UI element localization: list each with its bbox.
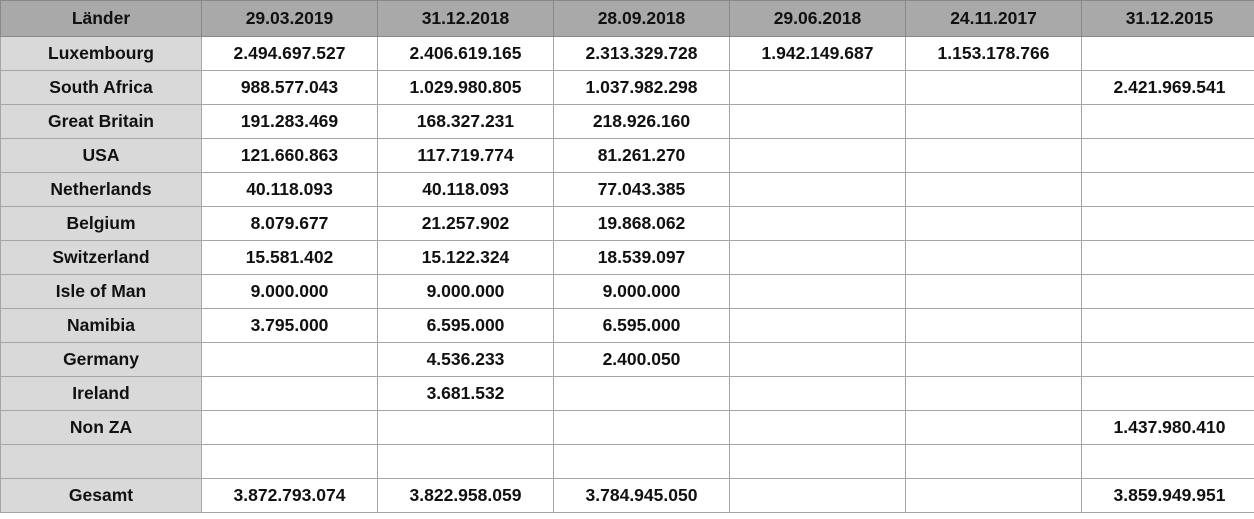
value-cell xyxy=(730,445,906,479)
value-cell xyxy=(906,377,1082,411)
value-cell xyxy=(1082,343,1254,377)
value-cell xyxy=(1082,275,1254,309)
value-cell xyxy=(1082,37,1254,71)
value-cell: 4.536.233 xyxy=(378,343,554,377)
value-cell xyxy=(730,173,906,207)
value-cell xyxy=(906,139,1082,173)
country-cell xyxy=(1,445,202,479)
value-cell: 8.079.677 xyxy=(202,207,378,241)
value-cell: 15.122.324 xyxy=(378,241,554,275)
value-cell xyxy=(378,445,554,479)
value-cell: 15.581.402 xyxy=(202,241,378,275)
value-cell: 168.327.231 xyxy=(378,105,554,139)
header-date: 31.12.2015 xyxy=(1082,1,1254,37)
value-cell xyxy=(202,445,378,479)
value-cell: 3.795.000 xyxy=(202,309,378,343)
value-cell: 1.942.149.687 xyxy=(730,37,906,71)
value-cell xyxy=(906,309,1082,343)
value-cell: 19.868.062 xyxy=(554,207,730,241)
value-cell: 6.595.000 xyxy=(554,309,730,343)
value-cell: 2.406.619.165 xyxy=(378,37,554,71)
value-cell: 121.660.863 xyxy=(202,139,378,173)
value-cell: 1.029.980.805 xyxy=(378,71,554,105)
value-cell xyxy=(906,241,1082,275)
country-cell: South Africa xyxy=(1,71,202,105)
value-cell xyxy=(906,343,1082,377)
table-row xyxy=(1,445,1254,479)
value-cell: 81.261.270 xyxy=(554,139,730,173)
total-row xyxy=(1,479,1254,513)
value-cell xyxy=(906,207,1082,241)
value-cell: 9.000.000 xyxy=(202,275,378,309)
table-row xyxy=(1,71,1254,105)
value-cell: 3.784.945.050 xyxy=(554,479,730,513)
country-cell: Ireland xyxy=(1,377,202,411)
value-cell: 2.400.050 xyxy=(554,343,730,377)
value-cell xyxy=(730,275,906,309)
header-date: 29.03.2019 xyxy=(202,1,378,37)
table-row xyxy=(1,377,1254,411)
value-cell xyxy=(730,139,906,173)
value-cell xyxy=(1082,105,1254,139)
table-row xyxy=(1,275,1254,309)
header-country: Länder xyxy=(1,1,202,37)
value-cell: 18.539.097 xyxy=(554,241,730,275)
header-date: 24.11.2017 xyxy=(906,1,1082,37)
value-cell xyxy=(1082,309,1254,343)
country-cell: Great Britain xyxy=(1,105,202,139)
country-cell: Gesamt xyxy=(1,479,202,513)
value-cell xyxy=(1082,241,1254,275)
value-cell xyxy=(202,343,378,377)
value-cell xyxy=(730,309,906,343)
value-cell xyxy=(730,411,906,445)
value-cell xyxy=(1082,377,1254,411)
country-cell: Germany xyxy=(1,343,202,377)
value-cell xyxy=(1082,139,1254,173)
value-cell xyxy=(730,343,906,377)
table-row xyxy=(1,105,1254,139)
country-cell: Namibia xyxy=(1,309,202,343)
country-cell: USA xyxy=(1,139,202,173)
value-cell: 988.577.043 xyxy=(202,71,378,105)
value-cell xyxy=(730,479,906,513)
value-cell: 3.872.793.074 xyxy=(202,479,378,513)
value-cell xyxy=(1082,173,1254,207)
table-row xyxy=(1,309,1254,343)
value-cell: 1.153.178.766 xyxy=(906,37,1082,71)
value-cell: 40.118.093 xyxy=(202,173,378,207)
header-date: 29.06.2018 xyxy=(730,1,906,37)
table-body xyxy=(1,37,1254,513)
table-row xyxy=(1,207,1254,241)
value-cell xyxy=(1082,445,1254,479)
country-cell: Luxembourg xyxy=(1,37,202,71)
table-row xyxy=(1,173,1254,207)
value-cell xyxy=(730,377,906,411)
value-cell xyxy=(730,207,906,241)
value-cell xyxy=(906,479,1082,513)
value-cell: 40.118.093 xyxy=(378,173,554,207)
value-cell xyxy=(202,377,378,411)
value-cell xyxy=(906,411,1082,445)
table-row xyxy=(1,343,1254,377)
value-cell: 3.859.949.951 xyxy=(1082,479,1254,513)
value-cell: 21.257.902 xyxy=(378,207,554,241)
value-cell: 3.681.532 xyxy=(378,377,554,411)
value-cell xyxy=(730,105,906,139)
country-cell: Netherlands xyxy=(1,173,202,207)
value-cell xyxy=(554,411,730,445)
country-cell: Belgium xyxy=(1,207,202,241)
value-cell: 6.595.000 xyxy=(378,309,554,343)
value-cell xyxy=(906,173,1082,207)
table-row xyxy=(1,241,1254,275)
value-cell: 1.037.982.298 xyxy=(554,71,730,105)
value-cell xyxy=(906,105,1082,139)
country-cell: Non ZA xyxy=(1,411,202,445)
value-cell: 2.494.697.527 xyxy=(202,37,378,71)
value-cell: 191.283.469 xyxy=(202,105,378,139)
value-cell xyxy=(906,275,1082,309)
table-row xyxy=(1,411,1254,445)
value-cell: 9.000.000 xyxy=(378,275,554,309)
table-row xyxy=(1,139,1254,173)
value-cell xyxy=(730,241,906,275)
value-cell xyxy=(554,377,730,411)
value-cell: 3.822.958.059 xyxy=(378,479,554,513)
value-cell: 2.313.329.728 xyxy=(554,37,730,71)
value-cell: 77.043.385 xyxy=(554,173,730,207)
value-cell xyxy=(730,71,906,105)
value-cell xyxy=(202,411,378,445)
value-cell xyxy=(554,445,730,479)
value-cell: 9.000.000 xyxy=(554,275,730,309)
value-cell xyxy=(906,445,1082,479)
value-cell: 218.926.160 xyxy=(554,105,730,139)
table-row xyxy=(1,37,1254,71)
value-cell xyxy=(906,71,1082,105)
country-cell: Isle of Man xyxy=(1,275,202,309)
value-cell xyxy=(378,411,554,445)
header-row xyxy=(1,1,1254,37)
header-date: 28.09.2018 xyxy=(554,1,730,37)
value-cell: 2.421.969.541 xyxy=(1082,71,1254,105)
value-cell xyxy=(1082,207,1254,241)
value-cell: 117.719.774 xyxy=(378,139,554,173)
country-cell: Switzerland xyxy=(1,241,202,275)
header-date: 31.12.2018 xyxy=(378,1,554,37)
value-cell: 1.437.980.410 xyxy=(1082,411,1254,445)
